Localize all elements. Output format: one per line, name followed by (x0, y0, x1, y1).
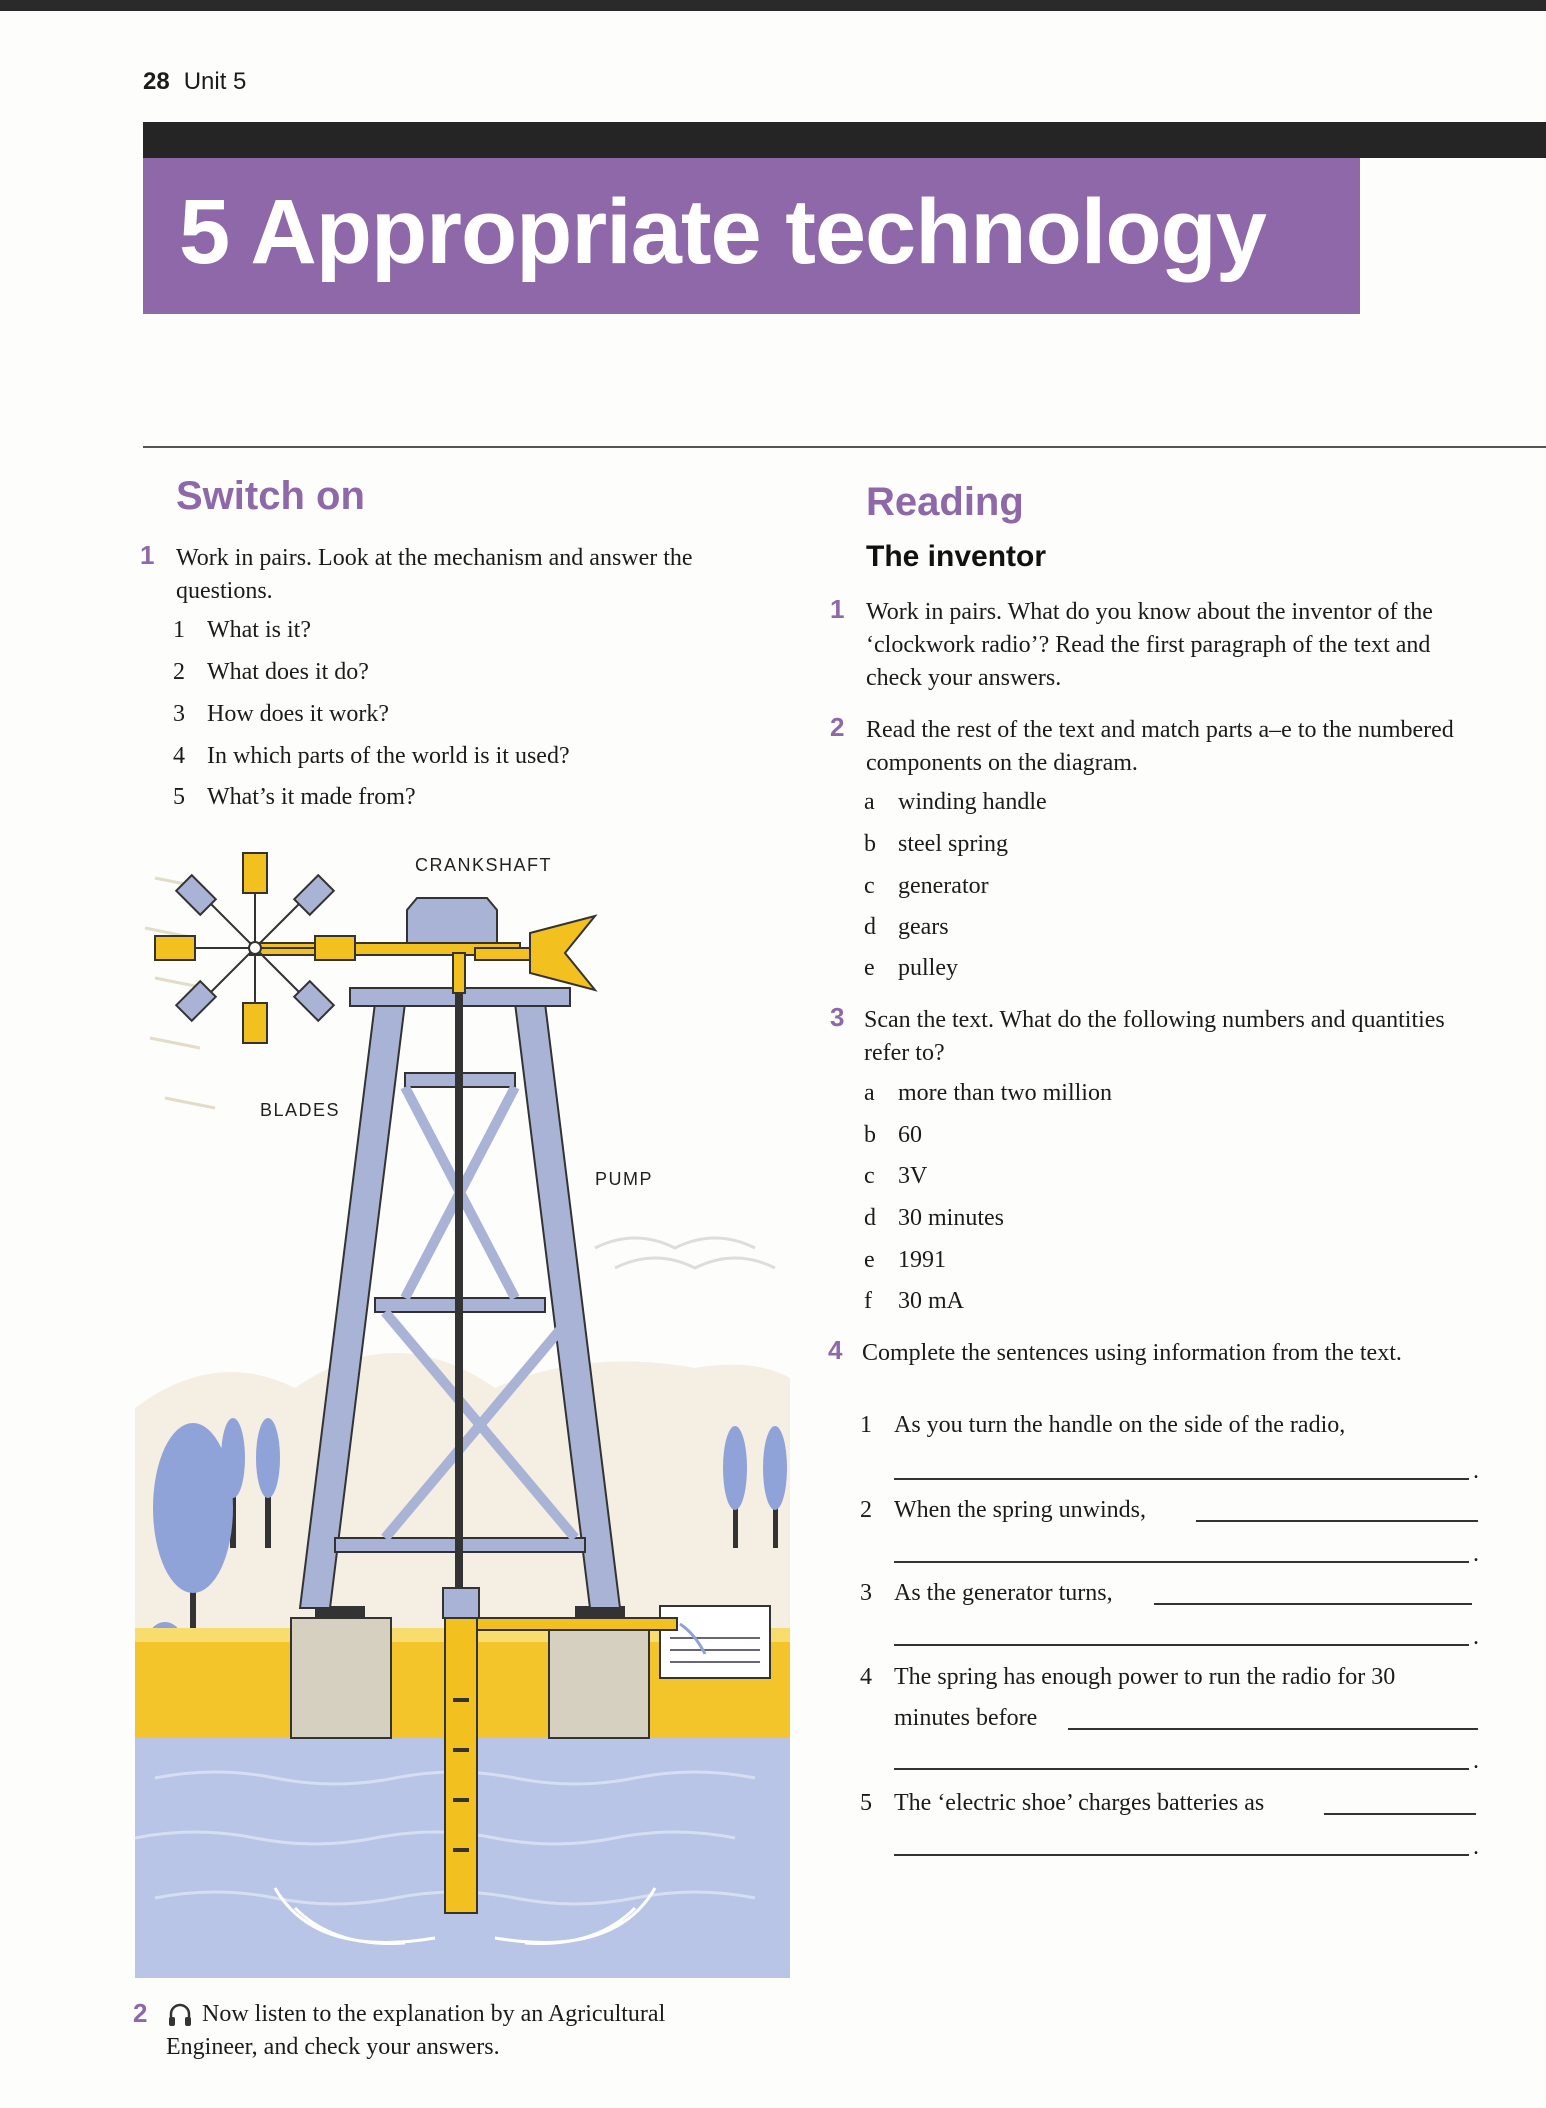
list-item: a more than two million (864, 1080, 1112, 1106)
answer-line[interactable] (1154, 1603, 1472, 1605)
sentence-item: 2 When the spring unwinds, (860, 1497, 1146, 1523)
question-number: 2 (830, 712, 845, 742)
list-item: 1 What is it? (173, 617, 311, 643)
reading-subheading: The inventor (866, 540, 1047, 573)
list-item: 2 What does it do? (173, 659, 369, 685)
sentence-item: 3 As the generator turns, (860, 1580, 1113, 1606)
list-item: c generator (864, 873, 989, 899)
list-item: d gears (864, 914, 949, 940)
blades-label: BLADES (260, 1100, 341, 1120)
question-text: Read the rest of the text and match parts a–e to the numbered components on the diagram. (866, 717, 1454, 776)
section-divider (143, 446, 1546, 448)
title-band (143, 122, 1546, 158)
question-number: 1 (830, 594, 845, 624)
answer-line[interactable] (1196, 1520, 1478, 1522)
list-item: 3 How does it work? (173, 701, 389, 727)
question-text: Now listen to the explanation by an Agricultural Engineer, and check your answers. (166, 2001, 666, 2060)
title-box (143, 158, 1360, 314)
list-item: 4 In which parts of the world is it used? (173, 743, 570, 769)
switch-on-heading: Switch on (176, 474, 365, 518)
sentence-item: 1 As you turn the handle on the side of the radio, (860, 1412, 1346, 1438)
list-item: c 3V (864, 1163, 928, 1189)
list-item: f 30 mA (864, 1288, 964, 1314)
list-item: b 60 (864, 1122, 922, 1148)
list-item: e pulley (864, 955, 958, 981)
answer-line[interactable] (894, 1561, 1469, 1563)
list-item: b steel spring (864, 831, 1008, 857)
list-item: a winding handle (864, 789, 1047, 815)
question-number: 2 (133, 1998, 148, 2028)
reading-heading: Reading (866, 480, 1024, 524)
windpump-illustration (135, 848, 790, 1978)
list-item: e 1991 (864, 1247, 946, 1273)
list-item: 5 What’s it made from? (173, 784, 416, 810)
question-number: 4 (828, 1335, 843, 1365)
answer-line[interactable] (894, 1644, 1469, 1646)
question-number: 3 (830, 1002, 845, 1032)
pump-label: PUMP (595, 1169, 654, 1189)
question-number: 1 (140, 540, 155, 570)
question-text: Work in pairs. What do you know about the inventor of the ‘clockwork radio’? Read the first paragraph of the text and check your answers. (866, 599, 1433, 691)
list-item: d 30 minutes (864, 1205, 1004, 1231)
answer-line[interactable] (894, 1854, 1469, 1856)
page-header (143, 68, 246, 96)
question-text: Scan the text. What do the following numbers and quantities refer to? (864, 1007, 1445, 1066)
question-text: Work in pairs. Look at the mechanism and answer the questions. (176, 545, 693, 604)
question-text: Complete the sentences using information from the text. (862, 1340, 1402, 1366)
page-title: 5 Appropriate technology (179, 181, 1266, 283)
answer-line[interactable] (1324, 1813, 1476, 1815)
sentence-item-continuation: minutes before (894, 1705, 1038, 1731)
page-number: 28 (143, 68, 170, 95)
answer-line[interactable] (894, 1768, 1469, 1770)
unit-label: Unit 5 (183, 68, 247, 95)
crankshaft-label: CRANKSHAFT (415, 855, 553, 875)
sentence-item: 4 The spring has enough power to run the radio for 30 (860, 1664, 1396, 1690)
answer-line[interactable] (894, 1478, 1469, 1480)
sentence-item: 5 The ‘electric shoe’ charges batteries as (860, 1790, 1265, 1816)
answer-line[interactable] (1068, 1728, 1478, 1730)
top-edge-bar (0, 0, 1546, 11)
